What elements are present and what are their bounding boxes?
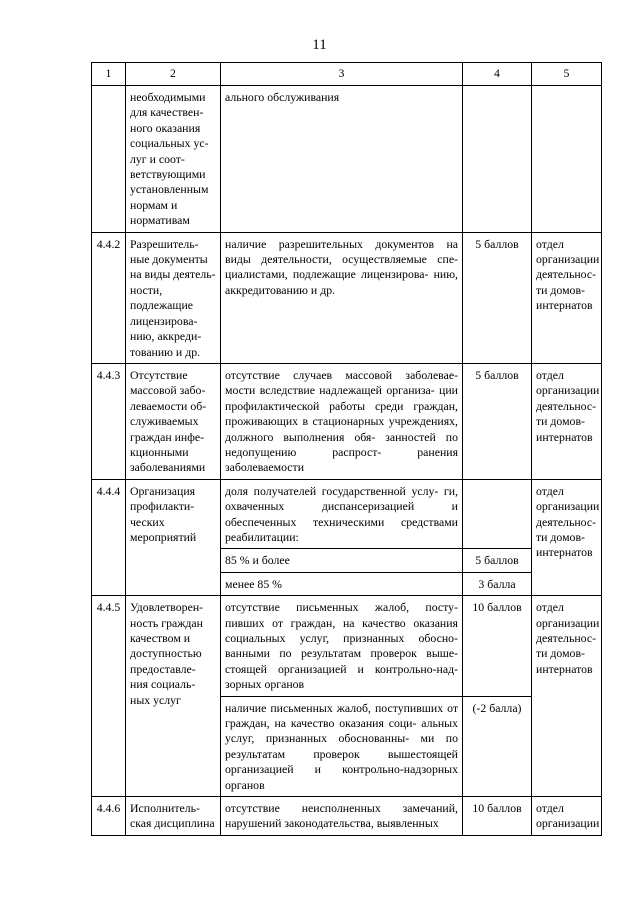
row-number: 4.4.4 bbox=[92, 479, 126, 595]
row-number: 4.4.6 bbox=[92, 797, 126, 836]
score bbox=[463, 86, 532, 233]
table-row bbox=[92, 86, 602, 233]
responsible-dept: отдел организации деятельнос- ти домов- интернатов bbox=[532, 363, 602, 479]
criterion-text: ального обслуживания bbox=[221, 86, 463, 233]
score: 10 баллов bbox=[463, 797, 532, 836]
header-cell: 3 bbox=[221, 63, 463, 86]
indicator-name: Разрешитель- ные документы на виды деятель- ности, подлежащие лицензирова- нию, аккреди- тованию и др. bbox=[126, 232, 221, 363]
responsible-dept: отдел организации деятельнос- ти домов- интернатов bbox=[532, 232, 602, 363]
table-row bbox=[92, 479, 602, 549]
score bbox=[463, 479, 532, 549]
indicator-name: Удовлетворен- ность граждан качеством и доступностью предоставле- ния социаль- ных услуг bbox=[126, 596, 221, 797]
score: 3 балла bbox=[463, 572, 532, 595]
table-header-row bbox=[92, 63, 602, 86]
criterion-text: доля получателей государственной услу- ги, охваченных диспансеризацией и обеспеченных техническими средствами реабилитации: bbox=[221, 479, 463, 549]
score: 5 баллов bbox=[463, 549, 532, 572]
row-number bbox=[92, 86, 126, 233]
criterion-text: отсутствие случаев массовой заболевае- мости вследствие надлежащей организа- ции профилактической работы среди граждан, проживающих в стационарных учреждениях, должного выполнения обя- занностей по недопущению распрост- ранения заболеваемости bbox=[221, 363, 463, 479]
indicator-name: Исполнитель- ская дисциплина bbox=[126, 797, 221, 836]
responsible-dept: отдел организации деятельнос- ти домов- интернатов bbox=[532, 479, 602, 595]
criterion-text: наличие письменных жалоб, поступивших от граждан, на качество оказания соци- альных услуг, признанных обоснованны- ми по результатам проверок вышестоящей организацией и контрольно-надзорных органов bbox=[221, 696, 463, 796]
header-cell: 5 bbox=[532, 63, 602, 86]
page-number: 11 bbox=[312, 37, 327, 53]
table-row bbox=[92, 363, 602, 479]
score: (-2 балла) bbox=[463, 696, 532, 796]
responsible-dept: отдел организации деятельнос- ти домов- интернатов bbox=[532, 596, 602, 797]
indicator-name: Отсутствие массовой забо- леваемости об- служиваемых граждан инфе- кционными заболеваниями bbox=[126, 363, 221, 479]
score: 5 баллов bbox=[463, 363, 532, 479]
criterion-text: 85 % и более bbox=[221, 549, 463, 572]
row-number: 4.4.5 bbox=[92, 596, 126, 797]
indicator-name: необходимыми для качествен- ного оказания социальных ус- луг и соот- ветствующими установленным нормам и нормативам bbox=[126, 86, 221, 233]
responsible-dept bbox=[532, 86, 602, 233]
criterion-text: менее 85 % bbox=[221, 572, 463, 595]
criterion-text: наличие разрешительных документов на виды деятельности, осуществляемые спе- циалистами, подлежащие лицензирова- нию, аккредитованию и др. bbox=[221, 232, 463, 363]
header-cell: 4 bbox=[463, 63, 532, 86]
header-cell: 2 bbox=[126, 63, 221, 86]
responsible-dept: отдел организации bbox=[532, 797, 602, 836]
row-number: 4.4.2 bbox=[92, 232, 126, 363]
indicator-name: Организация профилакти- ческих мероприятий bbox=[126, 479, 221, 595]
score: 5 баллов bbox=[463, 232, 532, 363]
criteria-table bbox=[91, 62, 602, 836]
table-row bbox=[92, 797, 602, 836]
criterion-text: отсутствие письменных жалоб, посту- пивших от граждан, на качество оказания социальных услуг, признанных обосно- ванными по результатам проверок выше- стоящей организацией и контрольно-над- зорных органов bbox=[221, 596, 463, 696]
row-number: 4.4.3 bbox=[92, 363, 126, 479]
table-row bbox=[92, 232, 602, 363]
header-cell: 1 bbox=[92, 63, 126, 86]
table-row bbox=[92, 596, 602, 696]
score: 10 баллов bbox=[463, 596, 532, 696]
criterion-text: отсутствие неисполненных замечаний, нарушений законодательства, выявленных bbox=[221, 797, 463, 836]
